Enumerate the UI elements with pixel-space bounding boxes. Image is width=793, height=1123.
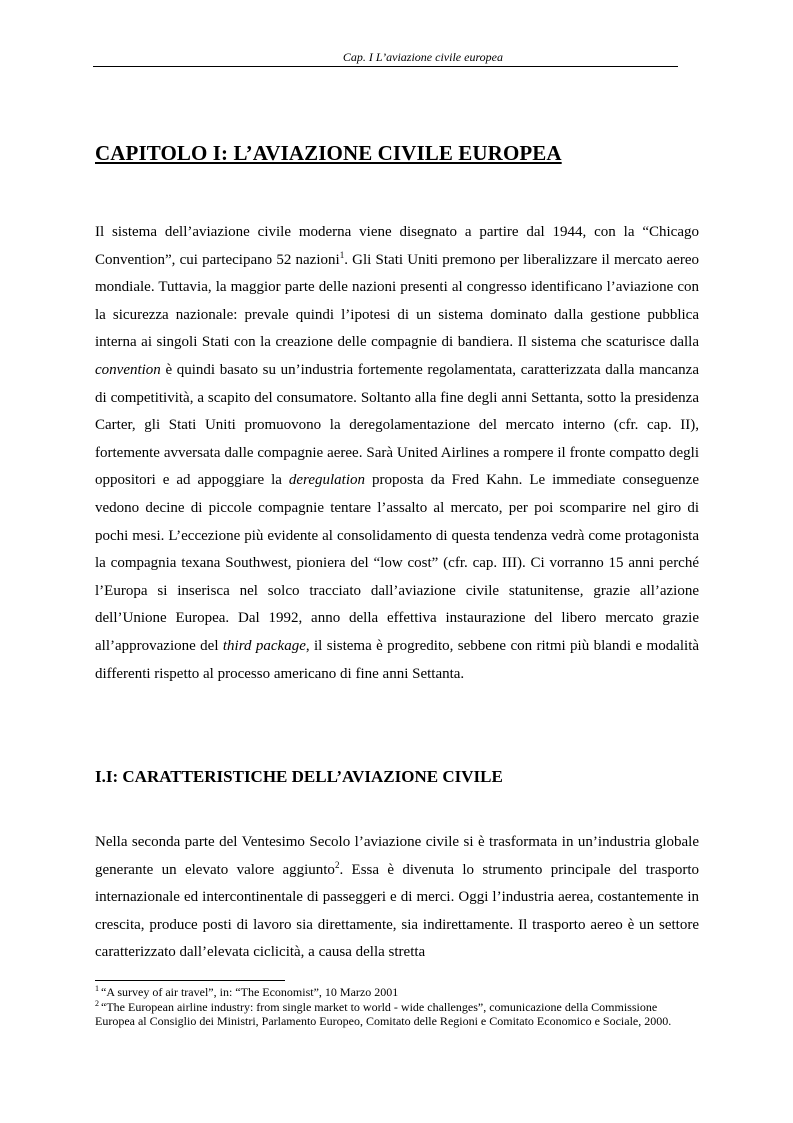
text-run: Il sistema dell’aviazione civile moderna viene disegnato a partire dal 1944, con la “Chicago Convention”, cui partecipano 52 nazioni bbox=[95, 224, 699, 268]
body-paragraph bbox=[95, 219, 699, 688]
section-title: I.I: CARATTERISTICHE DELL’AVIAZIONE CIVILE bbox=[95, 767, 503, 786]
running-header-title: Cap. I L’aviazione civile europea bbox=[342, 50, 503, 64]
body-paragraph bbox=[95, 829, 699, 967]
chapter-title: CAPITOLO I: L’AVIAZIONE CIVILE EUROPEA bbox=[95, 141, 562, 165]
header-rule bbox=[93, 66, 678, 67]
italic-term: convention bbox=[95, 361, 161, 378]
italic-term: third package bbox=[222, 637, 306, 654]
text-run: è quindi basato su un’industria fortemente regolamentata, caratterizzata dalla mancanza di competitività, a scapito del consumatore. Soltanto alla fine degli anni Settanta, sotto la presidenza Carter, gli Stati Uniti promuovono la deregolamentazione del mercato interno (cfr. cap. II), fortemente avversata dalle compagnie aeree. Sarà United Airlines a rompere il fronte compatto degli oppositori e ad appoggiare la bbox=[95, 361, 699, 489]
footnotes bbox=[95, 985, 675, 1029]
footnote-number: 1 bbox=[95, 984, 99, 993]
footnote-rule bbox=[95, 980, 285, 981]
running-header bbox=[93, 50, 678, 64]
text-run: proposta da Fred Kahn. Le immediate conseguenze vedono decine di piccole compagnie tentare l’assalto al mercato, per poi scomparire nel giro di pochi mesi. L’eccezione più evidente al consolidamento di questa tendenza vedrà come protagonista la compagnia texana Southwest, pioniera del “low cost” (cfr. cap. III). Ci vorranno 15 anni perché l’Europa si inserisca nel solco tracciato dall’aviazione civile statunitense, grazie all’azione dell’Unione Europea. Dal 1992, anno della effettiva instaurazione del libero mercato grazie all’approvazione del bbox=[95, 472, 699, 654]
footnote-text: “The European airline industry: from single market to world - wide challenges”, comunicazione della Commissione Europea al Consiglio dei Ministri, Parlamento Europeo, Comitato delle Regioni e Comitato Economico e Sociale, 2000. bbox=[95, 999, 672, 1028]
italic-term: deregulation bbox=[288, 472, 365, 489]
footnote bbox=[95, 985, 675, 1000]
footnote-number: 2 bbox=[95, 998, 99, 1008]
footnote-text: “A survey of air travel”, in: “The Economist”, 10 Marzo 2001 bbox=[101, 985, 399, 999]
footnote-marker: 2 bbox=[334, 859, 340, 870]
text-run: Nella seconda parte del Ventesimo Secolo l’aviazione civile si è trasformata in un’industria globale generante un elevato valore aggiunto bbox=[95, 834, 699, 878]
text-run: , il sistema è progredito, sebbene con ritmi più blandi e modalità differenti rispetto al processo americano di fine anni Settanta. bbox=[95, 637, 700, 682]
text-run: . Essa è divenuta lo strumento principale del trasporto internazionale ed intercontinentale di passeggeri e di merci. Oggi l’industria aerea, costantemente in crescita, produce posti di lavoro sia direttamente, sia indirettamente. Il trasporto aereo è un settore caratterizzato dall’elevata ciclicità, a causa della stretta bbox=[95, 861, 699, 961]
footnote-marker: 1 bbox=[339, 249, 345, 260]
text-run: . Gli Stati Uniti premono per liberalizzare il mercato aereo mondiale. Tuttavia, la maggior parte delle nazioni presenti al congresso identificano l’aviazione con la sicurezza nazionale: prevale quindi l’ipotesi di un sistema dominato dalla gestione pubblica interna ai singoli Stati con la creazione delle compagnie di bandiera. Il sistema che scaturisce dalla bbox=[95, 251, 699, 351]
footnote bbox=[95, 1000, 675, 1029]
